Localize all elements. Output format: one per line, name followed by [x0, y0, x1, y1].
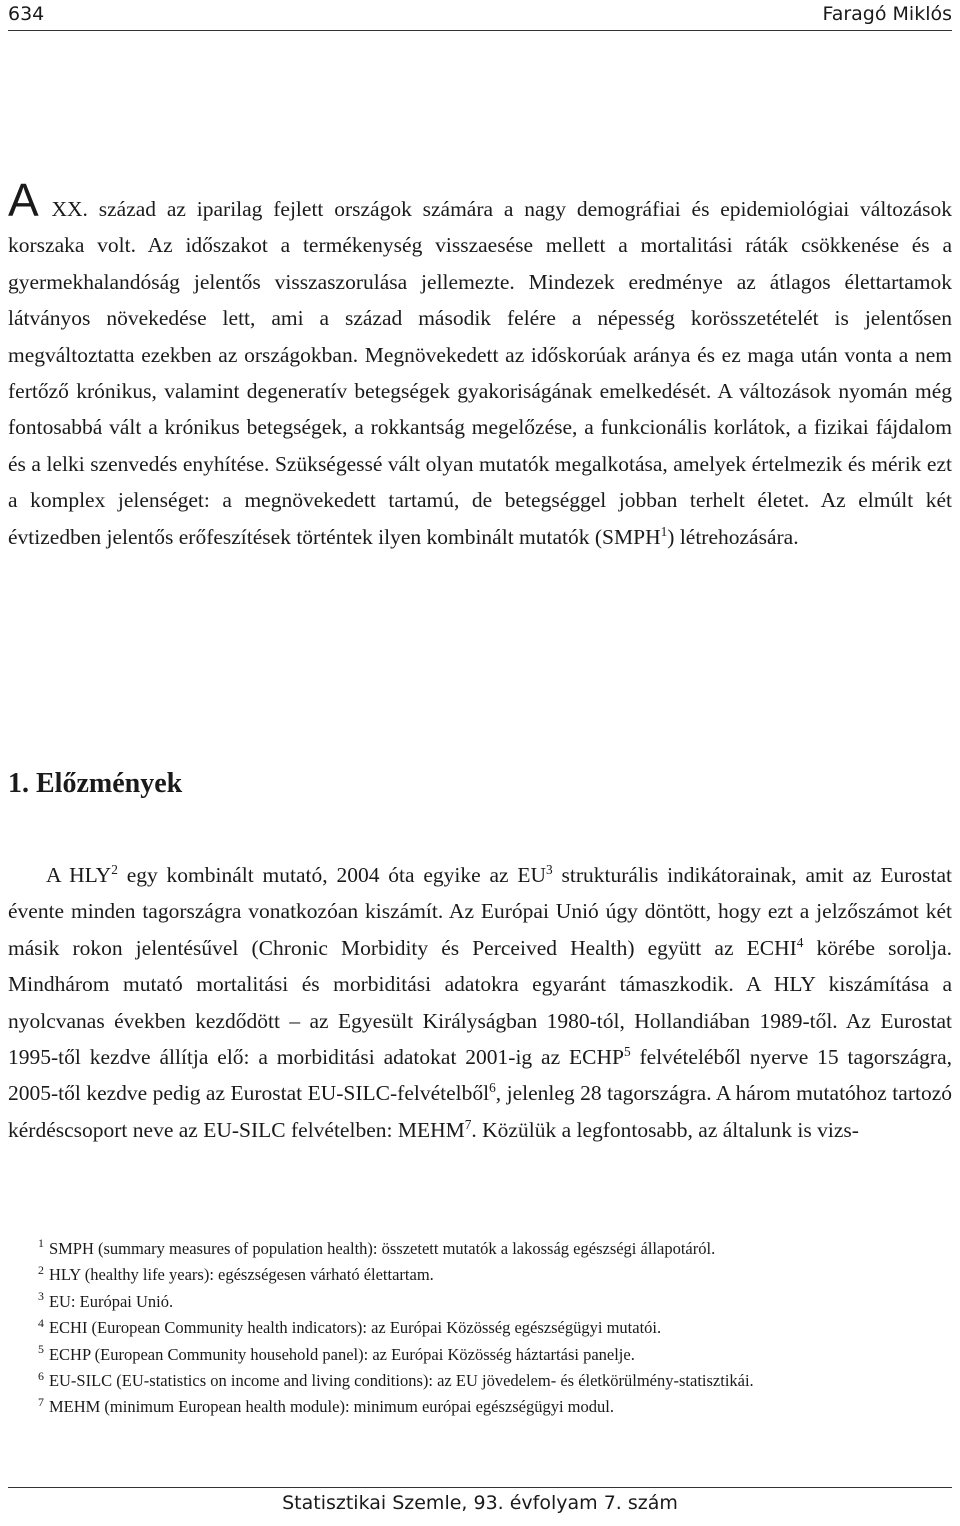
- footnote-number: 5: [38, 1342, 44, 1357]
- intro-text-2: ) létrehozására.: [667, 524, 799, 549]
- footnote-number: 3: [38, 1289, 44, 1304]
- section-text-4: körébe sorolja. Mindhárom mutató mortalitási és morbiditási adatokra egyaránt támaszkodik. A HLY kiszámítása a nyolcvanas években kezdődött – az Egyesült Királyságban 1980-tól, Hollandiában 1989-től. Az Eurostat 1995-től kezdve állítja elő: a morbiditási adatokat 2001-ig az ECHP: [8, 935, 952, 1070]
- footnote: [8, 1368, 952, 1394]
- footnote-text: ECHI (European Community health indicators): az Európai Közösség egészségügyi mutatói.: [48, 1318, 662, 1338]
- footnote: [8, 1394, 952, 1420]
- section-text-3: strukturális indikátorainak, amit az Eurostat évente minden tagországra vonatkozóan kiszámít. Az Európai Unió úgy döntött, hogy ezt a jelzőszámot két másik rokon jelentésűvel (Chronic Morbidity és Perceived Health) együtt az ECHI: [8, 863, 953, 960]
- page-number: 634: [8, 3, 45, 25]
- footnote: [8, 1289, 952, 1315]
- footnote: [8, 1342, 952, 1368]
- footnote-number: 2: [38, 1262, 44, 1277]
- journal-citation: Statisztikai Szemle, 93. évfolyam 7. szám: [282, 1492, 678, 1514]
- section-paragraph: [8, 857, 952, 1148]
- section-heading: 1. Előzmények: [8, 768, 183, 799]
- footnote-ref-6[interactable]: 6: [489, 1080, 496, 1096]
- footnote-text: ECHP (European Community household panel): az Európai Közösség háztartási panelje.: [48, 1344, 635, 1364]
- footnote-number: 1: [38, 1236, 44, 1251]
- footnote-ref-4[interactable]: 4: [796, 934, 804, 950]
- running-header: [8, 0, 952, 31]
- intro-text-1: XX. század az iparilag fejlett országok számára a nagy demográfiai és epidemiológiai változások korszaka volt. Az időszakot a termékenység visszaesése mellett a mortalitási ráták csökkenése és a gyermekhalandóság jelentős visszaszorulása jellemezte. Mindezek eredménye az átlagos élettartamok látványos növekedése lett, ami a század második felére a népesség korösszetételét is jelentősen megváltoztatta ezekben az országokban. Megnövekedett az időskorúak aránya és ez maga után vonta a nem fertőző krónikus, valamint degeneratív betegségek gyakoriságának emelkedését. A változások nyomán még fontosabbá vált a krónikus betegségek, a rokkantság megelőzése, a funkcionális korlátok, a fizikai fájdalom és a lelki szenvedés enyhítése. Szükségessé vált olyan mutatók megalkotása, amelyek értelmezik és mérik ezt a komplex jelenséget: a megnövekedett tartamú, de betegséggel jobban terhelt életet. Az elmúlt két évtizedben jelentős erőfeszítések történtek ilyen kombinált mutatók (SMPH: [8, 197, 952, 549]
- footnote-text: HLY (healthy life years): egészségesen várható élettartam.: [48, 1265, 434, 1285]
- section-text-5: felvételéből nyerve 15 tagországra, 2005-től kezdve pedig az Eurostat EU-SILC-felvételből: [8, 1045, 952, 1106]
- footnote-ref-3[interactable]: 3: [546, 861, 553, 877]
- running-footer: [8, 1487, 952, 1526]
- footnote-text: MEHM (minimum European health module): minimum európai egészségügyi modul.: [48, 1397, 614, 1417]
- footnote-number: 4: [38, 1315, 44, 1330]
- section-text-1: A HLY: [46, 863, 112, 887]
- running-author: Faragó Miklós: [822, 3, 952, 25]
- footnote-text: EU-SILC (EU-statistics on income and living conditions): az EU jövedelem- és életkörülmény-statisztikái.: [48, 1371, 754, 1391]
- section-text-6: , jelenleg 28 tagországra. A három mutatóhoz tartozó kérdéscsoport neve az EU-SILC felvételben: MEHM: [8, 1081, 952, 1142]
- footnote: [8, 1236, 952, 1262]
- footnote-text: EU: Európai Unió.: [48, 1291, 174, 1311]
- drop-cap: A: [8, 174, 39, 226]
- footnotes: [8, 1236, 952, 1421]
- footnote-number: 7: [38, 1394, 44, 1409]
- footnote-number: 6: [38, 1368, 44, 1383]
- intro-paragraph: [8, 174, 952, 555]
- section-text-2: egy kombinált mutató, 2004 óta egyike az EU: [117, 863, 547, 887]
- footnote-ref-1[interactable]: 1: [660, 523, 668, 539]
- footnote-text: SMPH (summary measures of population health): összetett mutatók a lakosság egészségi állapotáról.: [48, 1239, 716, 1258]
- footnote-ref-5[interactable]: 5: [623, 1043, 631, 1059]
- section-text-7: . Közülük a legfontosabb, az általunk is vizs-: [471, 1117, 859, 1142]
- footnote: [8, 1262, 952, 1288]
- footnote-ref-2[interactable]: 2: [111, 861, 118, 877]
- footnote: [8, 1315, 952, 1341]
- footnote-ref-7[interactable]: 7: [464, 1116, 472, 1132]
